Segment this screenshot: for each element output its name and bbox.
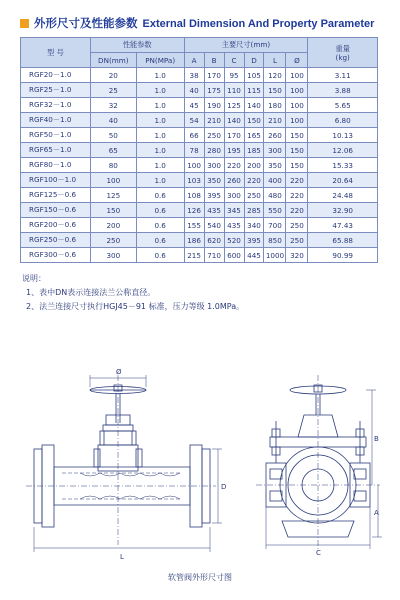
- table-row: [21, 158, 378, 173]
- value-cell: 350: [204, 173, 224, 188]
- value-cell: 620: [204, 233, 224, 248]
- model-cell: RGF65－1.0: [21, 143, 91, 158]
- value-cell: 20: [90, 68, 136, 83]
- value-cell: 190: [204, 98, 224, 113]
- model-cell: RGF40－1.0: [21, 113, 91, 128]
- dim-label-phi: Ø: [116, 368, 122, 376]
- value-cell: 215: [184, 248, 204, 263]
- section-header: [20, 14, 392, 32]
- value-cell: 20.64: [308, 173, 378, 188]
- value-cell: 50: [90, 128, 136, 143]
- header-dn: DN(mm): [90, 53, 136, 68]
- table-row: [21, 248, 378, 263]
- value-cell: 550: [264, 203, 286, 218]
- value-cell: 220: [286, 173, 308, 188]
- value-cell: 38: [184, 68, 204, 83]
- table-row: [21, 68, 378, 83]
- valve-front-view: [26, 375, 222, 552]
- model-cell: RGF125－0.6: [21, 188, 91, 203]
- value-cell: 0.6: [136, 233, 184, 248]
- value-cell: 150: [286, 143, 308, 158]
- header-d: D: [244, 53, 264, 68]
- value-cell: 210: [264, 113, 286, 128]
- value-cell: 54: [184, 113, 204, 128]
- value-cell: 110: [224, 83, 244, 98]
- table-row: [21, 218, 378, 233]
- value-cell: 1.0: [136, 128, 184, 143]
- dim-label-b: B: [374, 435, 379, 443]
- model-cell: RGF200－0.6: [21, 218, 91, 233]
- dim-label-a: A: [374, 509, 379, 517]
- title-chinese: 外形尺寸及性能参数: [34, 16, 138, 30]
- value-cell: 6.80: [308, 113, 378, 128]
- value-cell: 150: [244, 113, 264, 128]
- value-cell: 185: [244, 143, 264, 158]
- value-cell: 15.33: [308, 158, 378, 173]
- value-cell: 400: [264, 173, 286, 188]
- table-row: [21, 188, 378, 203]
- title-english: External Dimension And Property Parameter: [142, 18, 375, 30]
- note-item-2: 2、法兰连接尺寸执行HGJ45－91 标准，压力等级 1.0MPa。: [26, 302, 245, 311]
- value-cell: 600: [224, 248, 244, 263]
- value-cell: 150: [264, 83, 286, 98]
- value-cell: 300: [264, 143, 286, 158]
- table-row: [21, 143, 378, 158]
- value-cell: 65.88: [308, 233, 378, 248]
- value-cell: 40: [90, 113, 136, 128]
- model-cell: RGF250－0.6: [21, 233, 91, 248]
- model-cell: RGF50－1.0: [21, 128, 91, 143]
- notes: [22, 272, 382, 314]
- value-cell: 1.0: [136, 158, 184, 173]
- value-cell: 220: [286, 203, 308, 218]
- table-row: [21, 83, 378, 98]
- value-cell: 12.06: [308, 143, 378, 158]
- value-cell: 1.0: [136, 98, 184, 113]
- value-cell: 100: [286, 113, 308, 128]
- value-cell: 395: [244, 233, 264, 248]
- value-cell: 180: [264, 98, 286, 113]
- orange-square-icon: [20, 19, 29, 28]
- header-a: A: [184, 53, 204, 68]
- value-cell: 260: [224, 173, 244, 188]
- header-c: C: [224, 53, 244, 68]
- value-cell: 280: [204, 143, 224, 158]
- value-cell: 126: [184, 203, 204, 218]
- value-cell: 1000: [264, 248, 286, 263]
- value-cell: 210: [204, 113, 224, 128]
- value-cell: 250: [90, 233, 136, 248]
- value-cell: 45: [184, 98, 204, 113]
- value-cell: 480: [264, 188, 286, 203]
- value-cell: 100: [90, 173, 136, 188]
- value-cell: 100: [184, 158, 204, 173]
- value-cell: 195: [224, 143, 244, 158]
- model-cell: RGF25－1.0: [21, 83, 91, 98]
- value-cell: 340: [244, 218, 264, 233]
- header-pn: PN(MPa): [136, 53, 184, 68]
- value-cell: 300: [224, 188, 244, 203]
- drawing-caption: 软管阀外形尺寸图: [168, 573, 232, 582]
- model-cell: RGF80－1.0: [21, 158, 91, 173]
- value-cell: 0.6: [136, 203, 184, 218]
- value-cell: 80: [90, 158, 136, 173]
- value-cell: 700: [264, 218, 286, 233]
- header-dimensions: 主要尺寸(mm): [184, 38, 308, 53]
- value-cell: 32.90: [308, 203, 378, 218]
- value-cell: 108: [184, 188, 204, 203]
- header-b: B: [204, 53, 224, 68]
- value-cell: 260: [264, 128, 286, 143]
- model-cell: RGF150－0.6: [21, 203, 91, 218]
- value-cell: 1.0: [136, 83, 184, 98]
- model-cell: RGF20－1.0: [21, 68, 91, 83]
- model-cell: RGF32－1.0: [21, 98, 91, 113]
- value-cell: 100: [286, 98, 308, 113]
- table-row: [21, 98, 378, 113]
- value-cell: 90.99: [308, 248, 378, 263]
- value-cell: 320: [286, 248, 308, 263]
- value-cell: 125: [224, 98, 244, 113]
- value-cell: 200: [90, 218, 136, 233]
- value-cell: 3.11: [308, 68, 378, 83]
- model-cell: RGF300－0.6: [21, 248, 91, 263]
- value-cell: 300: [204, 158, 224, 173]
- header-l: L: [264, 53, 286, 68]
- value-cell: 170: [224, 128, 244, 143]
- value-cell: 1.0: [136, 173, 184, 188]
- value-cell: 435: [224, 218, 244, 233]
- value-cell: 1.0: [136, 68, 184, 83]
- model-cell: RGF100－1.0: [21, 173, 91, 188]
- value-cell: 345: [224, 203, 244, 218]
- value-cell: 220: [224, 158, 244, 173]
- header-phi: Ø: [286, 53, 308, 68]
- value-cell: 170: [204, 68, 224, 83]
- note-item-1: 1、表中DN表示连接法兰公称直径。: [26, 288, 156, 297]
- value-cell: 220: [286, 188, 308, 203]
- value-cell: 155: [184, 218, 204, 233]
- value-cell: 165: [244, 128, 264, 143]
- spec-table-body: [21, 68, 378, 263]
- dim-label-c: C: [316, 549, 321, 557]
- value-cell: 520: [224, 233, 244, 248]
- value-cell: 125: [90, 188, 136, 203]
- value-cell: 150: [90, 203, 136, 218]
- value-cell: 5.65: [308, 98, 378, 113]
- value-cell: 285: [244, 203, 264, 218]
- notes-heading: 说明：: [22, 274, 46, 283]
- value-cell: 66: [184, 128, 204, 143]
- table-row: [21, 203, 378, 218]
- spec-table: [20, 37, 378, 263]
- value-cell: 25: [90, 83, 136, 98]
- value-cell: 24.48: [308, 188, 378, 203]
- header-performance: 性能参数: [90, 38, 184, 53]
- value-cell: 0.6: [136, 218, 184, 233]
- value-cell: 395: [204, 188, 224, 203]
- value-cell: 100: [286, 68, 308, 83]
- value-cell: 95: [224, 68, 244, 83]
- value-cell: 32: [90, 98, 136, 113]
- value-cell: 65: [90, 143, 136, 158]
- value-cell: 1.0: [136, 113, 184, 128]
- table-row: [21, 233, 378, 248]
- header-model: 型 号: [21, 38, 91, 68]
- value-cell: 120: [264, 68, 286, 83]
- valve-dimension-drawing: [20, 345, 382, 570]
- value-cell: 300: [90, 248, 136, 263]
- value-cell: 1.0: [136, 143, 184, 158]
- value-cell: 850: [264, 233, 286, 248]
- value-cell: 103: [184, 173, 204, 188]
- value-cell: 47.43: [308, 218, 378, 233]
- value-cell: 100: [286, 83, 308, 98]
- value-cell: 435: [204, 203, 224, 218]
- value-cell: 140: [224, 113, 244, 128]
- value-cell: 140: [244, 98, 264, 113]
- table-row: [21, 128, 378, 143]
- section-title: [34, 15, 374, 31]
- value-cell: 186: [184, 233, 204, 248]
- value-cell: 150: [286, 128, 308, 143]
- valve-side-view: [256, 375, 382, 550]
- table-row: [21, 113, 378, 128]
- value-cell: 250: [204, 128, 224, 143]
- dim-label-l: L: [120, 553, 124, 561]
- value-cell: 150: [286, 158, 308, 173]
- value-cell: 115: [244, 83, 264, 98]
- dim-label-d: D: [221, 483, 227, 491]
- value-cell: 0.6: [136, 188, 184, 203]
- header-weight: 重量 (kg): [308, 38, 378, 68]
- value-cell: 250: [286, 233, 308, 248]
- value-cell: 540: [204, 218, 224, 233]
- value-cell: 10.13: [308, 128, 378, 143]
- table-row: [21, 173, 378, 188]
- value-cell: 40: [184, 83, 204, 98]
- value-cell: 445: [244, 248, 264, 263]
- value-cell: 250: [286, 218, 308, 233]
- value-cell: 220: [244, 173, 264, 188]
- value-cell: 0.6: [136, 248, 184, 263]
- value-cell: 350: [264, 158, 286, 173]
- value-cell: 710: [204, 248, 224, 263]
- value-cell: 175: [204, 83, 224, 98]
- value-cell: 78: [184, 143, 204, 158]
- value-cell: 3.88: [308, 83, 378, 98]
- value-cell: 250: [244, 188, 264, 203]
- value-cell: 105: [244, 68, 264, 83]
- value-cell: 200: [244, 158, 264, 173]
